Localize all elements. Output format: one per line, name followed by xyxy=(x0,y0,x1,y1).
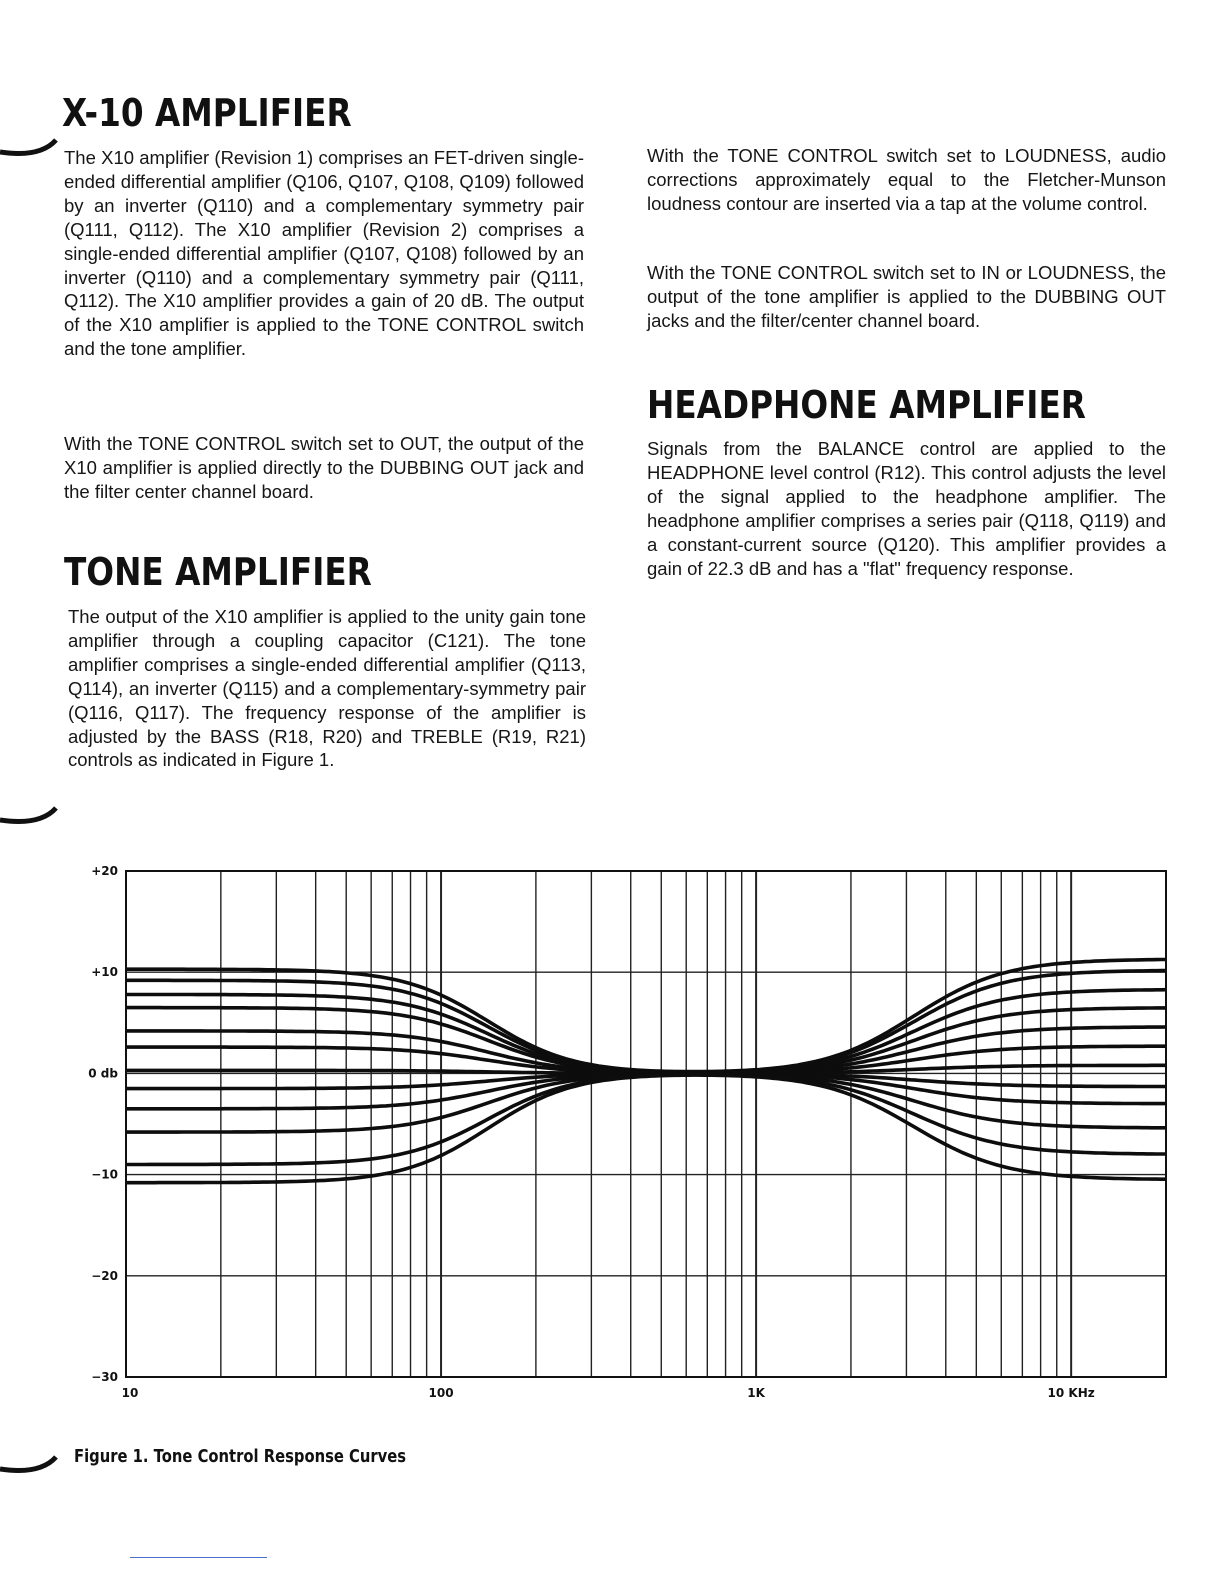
tone-response-chart xyxy=(60,855,1180,1415)
y-tick-label: +20 xyxy=(91,864,118,878)
margin-mark xyxy=(0,128,60,168)
response-curve-10 xyxy=(126,1074,1166,1132)
heading-tone-amplifier: TONE AMPLIFIER xyxy=(64,550,372,594)
x10-paragraph-2: With the TONE CONTROL switch set to OUT, the output of the X10 amplifier is applied directly to the DUBBING OUT jack and the filter center channel board. xyxy=(64,433,584,502)
heading-x10-amplifier: X-10 AMPLIFIER xyxy=(62,91,352,135)
y-tick-label: −30 xyxy=(91,1370,118,1384)
response-curve-4 xyxy=(126,1008,1166,1073)
response-curve-12 xyxy=(126,1075,1166,1183)
margin-mark xyxy=(0,798,60,838)
x10-paragraph-1: The X10 amplifier (Revision 1) comprises an FET-driven single-ended differential amplifier (Q106, Q107, Q108, Q109) followed by an inverter (Q110) and a complementary symmetry pair (Q111, Q112). The X10 amplifier (Revision 2) comprises a single-ended differential amplifier (Q107, Q108) followed by an inverter (Q110) and a complementary symmetry pair (Q111, Q112). The X10 amplifier provides a gain of 20 dB. The output of the X10 amplifier is applied to the TONE CONTROL switch and the tone amplifier. xyxy=(64,147,584,360)
x-tick-label: 100 xyxy=(428,1386,454,1400)
loudness-paragraph-1: With the TONE CONTROL switch set to LOUDNESS, audio corrections approximately equal to the Fletcher-Munson loudness contour are inserted via a tap at the volume control. xyxy=(647,145,1166,214)
tone-paragraph-1: The output of the X10 amplifier is applied to the unity gain tone amplifier through a coupling capacitor (C121). The tone amplifier comprises a single-ended differential amplifier (Q113, Q114), an inverter (Q115) and a complementary-symmetry pair (Q116, Q117). The frequency response of the amplifier is adjusted by the BASS (R18, R20) and TREBLE (R19, R21) controls as indicated in Figure 1. xyxy=(68,606,586,771)
loudness-paragraph-2: With the TONE CONTROL switch set to IN or LOUDNESS, the output of the tone amplifier is applied to the DUBBING OUT jacks and the filter/center channel board. xyxy=(647,262,1166,331)
response-curve-2 xyxy=(126,971,1166,1072)
y-tick-label: +10 xyxy=(91,965,118,980)
heading-headphone-amplifier: HEADPHONE AMPLIFIER xyxy=(647,383,1086,427)
y-tick-label: −10 xyxy=(91,1167,118,1182)
x-tick-label: 1K xyxy=(747,1386,765,1400)
x-tick-label: 10 xyxy=(121,1386,139,1400)
headphone-paragraph-1: Signals from the BALANCE control are applied to the HEADPHONE level control (R12). This control adjusts the level of the signal applied to the headphone amplifier. The headphone amplifier comprises a series pair (Q118, Q119) and a constant-current source (Q120). This amplifier provides a gain of 22.3 dB and has a "flat" frequency response. xyxy=(647,438,1166,579)
x-tick-label: 10 KHz xyxy=(1047,1386,1095,1400)
chart-curves xyxy=(126,960,1166,1183)
response-curve-9 xyxy=(126,1074,1166,1109)
y-tick-label: −20 xyxy=(91,1268,118,1283)
margin-mark xyxy=(0,1445,60,1485)
figure-caption: Figure 1. Tone Control Response Curves xyxy=(74,1446,407,1467)
footer-rule xyxy=(130,1557,267,1558)
y-tick-label: 0 db xyxy=(88,1066,118,1081)
